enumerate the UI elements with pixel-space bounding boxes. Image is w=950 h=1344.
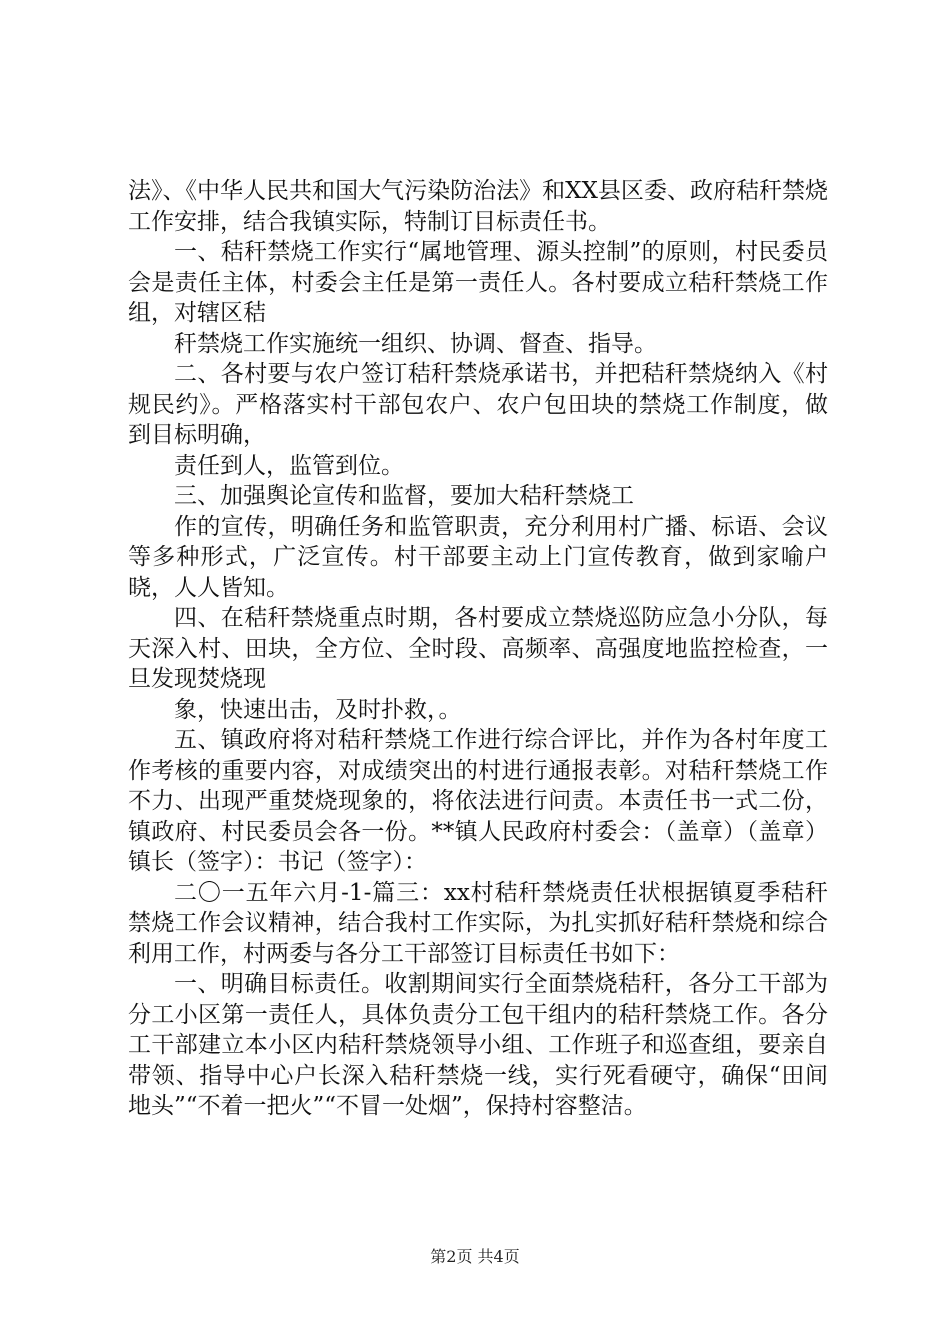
paragraph-10: 五、镇政府将对秸秆禁烧工作进行综合评比，并作为各村年度工作考核的重要内容，对成绩突出的村进行通报表彰。对秸秆禁烧工作不力、出现严重焚烧现象的，将依法进行问责。本责任书一式二份，镇政府、村民委员会各一份。**镇人民政府村委会：（盖章）（盖章）镇长（签字）：书记（签字）： [128, 727, 828, 875]
page-number-label: 第2页 共4页 [430, 1247, 520, 1266]
paragraph-5: 责任到人，监管到位。 [174, 452, 404, 479]
paragraph-1: 法》、《中华人民共和国大气污染防治法》和XX县区委、政府秸秆禁烧工作安排，结合我镇实际，特制订目标责任书。 [128, 178, 828, 235]
paragraph-2: 一、秸秆禁烧工作实行“属地管理、源头控制”的原则，村民委员会是责任主体，村委会主任是第一责任人。各村要成立秸秆禁烧工作组，对辖区秸 [128, 239, 828, 326]
paragraph-8: 四、在秸秆禁烧重点时期，各村要成立禁烧巡防应急小分队，每天深入村、田块，全方位、全时段、高频率、高强度地监控检查，一旦发现焚烧现 [128, 605, 828, 692]
page-footer [0, 1244, 950, 1267]
paragraph-9: 象，快速出击，及时扑救，。 [174, 696, 462, 723]
paragraph-12: 一、明确目标责任。收割期间实行全面禁烧秸秆，各分工干部为分工小区第一责任人，具体负责分工包干组内的秸秆禁烧工作。各分工干部建立本小区内秸秆禁烧领导小组、工作班子和巡查组，要亲自带领、指导中心户长深入秸秆禁烧一线，实行死看硬守，确保“田间地头”“不着一把火”“不冒一处烟”，保持村容整洁。 [128, 971, 828, 1119]
document-body [128, 176, 828, 1122]
paragraph-3: 秆禁烧工作实施统一组织、协调、督查、指导。 [174, 330, 657, 357]
paragraph-7: 作的宣传，明确任务和监管职责，充分利用村广播、标语、会议等多种形式，广泛宣传。村干部要主动上门宣传教育，做到家喻户晓，人人皆知。 [128, 513, 828, 601]
paragraph-11: 二〇一五年六月-1-篇三：xx村秸秆禁烧责任状根据镇夏季秸秆禁烧工作会议精神，结合我村工作实际，为扎实抓好秸秆禁烧和综合利用工作，村两委与各分工干部签订目标责任书如下： [128, 879, 828, 967]
paragraph-4: 二、各村要与农户签订秸秆禁烧承诺书，并把秸秆禁烧纳入《村规民约》。严格落实村干部包农户、农户包田块的禁烧工作制度，做到目标明确， [128, 361, 828, 448]
paragraph-6: 三、加强舆论宣传和监督，要加大秸秆禁烧工 [174, 483, 634, 509]
